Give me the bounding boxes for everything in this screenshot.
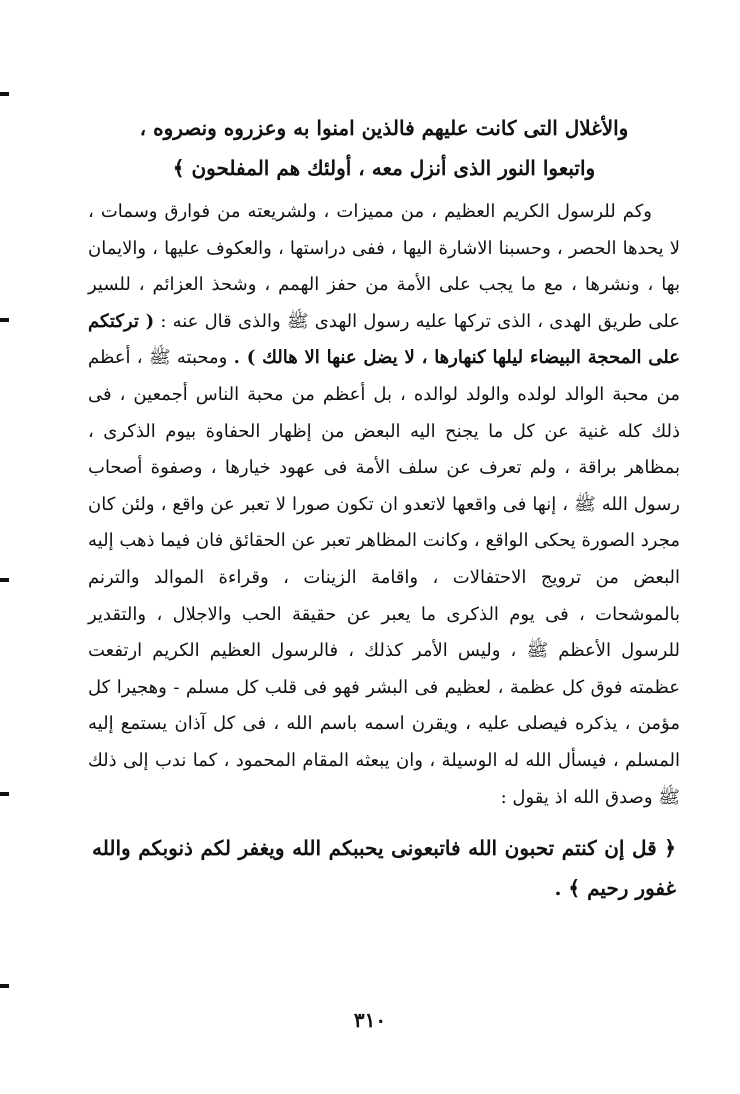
page-content	[88, 108, 680, 908]
margin-mark	[0, 92, 9, 96]
margin-mark	[0, 984, 9, 988]
quranic-verse-top	[88, 108, 680, 188]
margin-mark	[0, 578, 9, 582]
verse-top-line-2: واتبعوا النور الذى أنزل معه ، أولئك هم المفلحون ﴾	[172, 156, 596, 180]
page-number: ٣١٠	[353, 1008, 387, 1032]
hadith-quote: ( تركتكم على المحجة البيضاء ليلها كنهارها ، لا يضل عنها الا هالك ) .	[88, 310, 680, 369]
quranic-verse-bottom: ﴿ قل إن كنتم تحبون الله فاتبعونى يحببكم الله ويغفر لكم ذنوبكم والله غفور رحيم ﴾ .	[92, 836, 676, 901]
paragraph-part-1: وكم للرسول الكريم العظيم ، من مميزات ، ولشريعته من فوارق وسمات ، لا يحدها الحصر ، وحسبنا الاشارة اليها ، ففى دراستها ، والعكوف عليها ، والايمان بها ، ونشرها ، مع ما يجب على الأمة من حفز الهمم ، وشحذ العزائم ، للسير على طريق الهدى ، الذى تركها عليه رسول الهدى ﷺ والذى قال عنه :	[88, 201, 680, 332]
paragraph-part-2: ومحبته ﷺ ، أعظم من محبة الوالد لولده والولد لوالده ، بل أعظم من محبة الناس أجمعين ، فى ذلك كله غنية عن كل ما يجنح اليه البعض من إظهار الحفاوة بيوم الذكرى ، بمظاهر براقة ، ولم تعرف عن سلف الأمة فى عهود خيارها ، وصفوة أصحاب رسول الله ﷺ ، إنها فى واقعها لاتعدو ان تكون صورا لا تعبر عن واقع ، ولئن كان مجرد الصورة يحكى الواقع ، وكانت المظاهر تعبر عن الحقائق فان فيما ذهب إليه البعض من ترويج الاحتفالات ، واقامة الزينات ، وقراءة الموالد والترنم بالموشحات ، فى يوم الذكرى ما يعبر عن حقيقة الحب والاجلال ، والتقدير للرسول الأعظم ﷺ ، وليس الأمر كذلك ، فالرسول العظيم الكريم ارتفعت عظمته فوق كل عظمة ، لعظيم فى البشر فهو فى قلب كل مسلم - وهجيرا كل مؤمن ، يذكره فيصلى عليه ، ويقرن اسمه باسم الله ، فى كل آذان يستمع إليه المسلم ، فيسأل الله له الوسيلة ، وان يبعثه المقام المحمود ، كما ندب إلى ذلك ﷺ وصدق الله اذ يقول :	[88, 347, 680, 808]
main-paragraph	[88, 194, 680, 816]
margin-mark	[0, 792, 9, 796]
margin-mark	[0, 318, 9, 322]
verse-top-line-1: والأغلال التى كانت عليهم فالذين امنوا به وعزروه ونصروه ،	[139, 116, 629, 140]
